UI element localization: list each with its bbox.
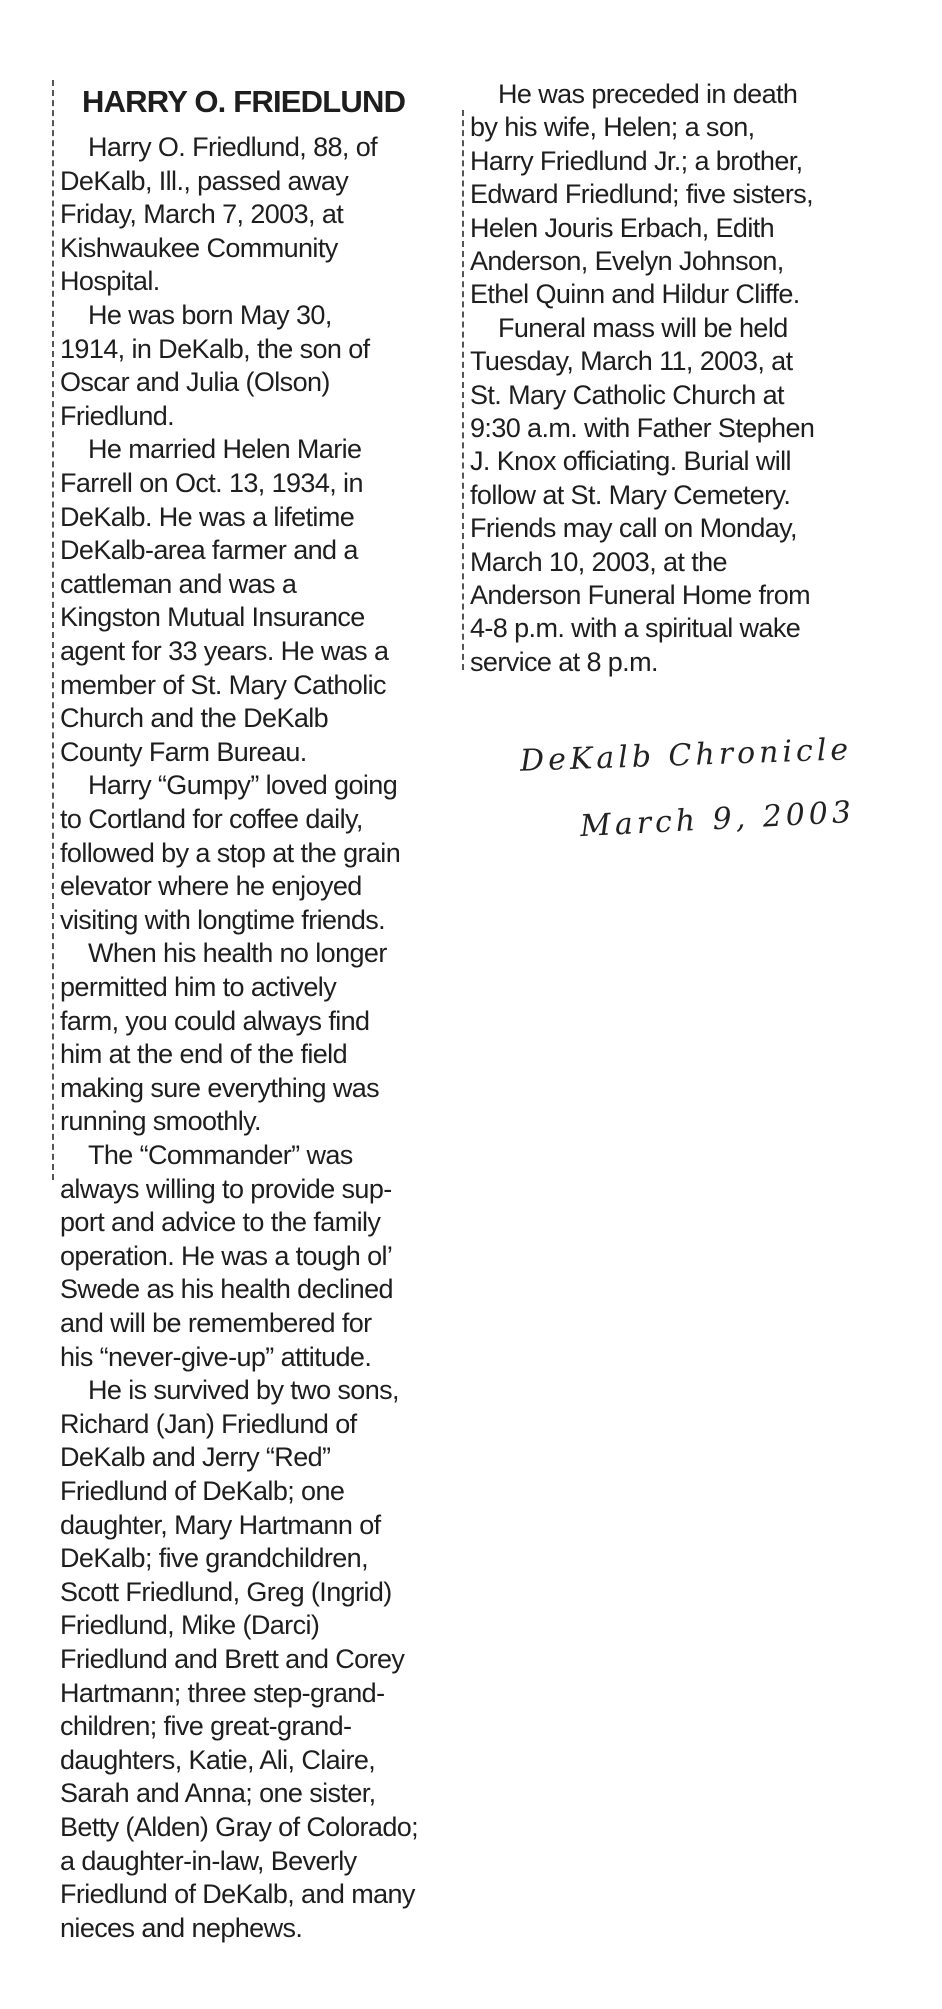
- text-line: Kingston Mutual Insurance: [60, 602, 365, 633]
- text-line: Friday, March 7, 2003, at: [60, 199, 344, 230]
- text-line: service at 8 p.m.: [470, 646, 658, 677]
- text-line: farm, you could always find: [60, 1005, 370, 1036]
- text-line: The “Commander” was: [88, 1140, 353, 1170]
- text-line: elevator where he enjoyed: [60, 871, 362, 902]
- text-line: Ethel Quinn and Hildur Cliffe.: [470, 279, 800, 310]
- text-line: Funeral mass will be held: [498, 312, 788, 343]
- text-line: He is survived by two sons,: [88, 1375, 399, 1406]
- text-line: Hartmann; three step-grand-: [60, 1677, 385, 1708]
- text-line: Friedlund of DeKalb; one: [60, 1476, 345, 1506]
- text-line: Anderson, Evelyn Johnson,: [470, 246, 784, 276]
- text-line: Sarah and Anna; one sister,: [60, 1778, 376, 1809]
- text-line: DeKalb, Ill., passed away: [60, 165, 349, 196]
- handwritten-source: DeKalb Chronicle: [519, 732, 853, 779]
- text-line: a daughter-in-law, Beverly: [60, 1845, 357, 1876]
- text-line: agent for 33 years. He was a: [60, 636, 389, 666]
- text-line: visiting with longtime friends.: [60, 904, 386, 935]
- text-line: member of St. Mary Catholic: [60, 669, 386, 700]
- text-line: DeKalb; five grandchildren,: [60, 1543, 368, 1574]
- text-line: 4-8 p.m. with a spiritual wake: [470, 613, 801, 644]
- right-column: [470, 0, 850, 700]
- text-line: Helen Jouris Erbach, Edith: [470, 212, 775, 243]
- text-line: to Cortland for coffee daily,: [60, 804, 363, 834]
- text-line: running smoothly.: [60, 1106, 261, 1137]
- text-line: Anderson Funeral Home from: [470, 580, 811, 610]
- text-line: DeKalb-area farmer and a: [60, 535, 358, 566]
- text-line: Friedlund and Brett and Corey: [60, 1644, 405, 1674]
- text-line: him at the end of the field: [60, 1039, 347, 1070]
- text-line: Tuesday, March 11, 2003, at: [470, 346, 793, 377]
- text-line: DeKalb. He was a lifetime: [60, 501, 355, 532]
- text-line: He married Helen Marie: [88, 434, 362, 465]
- text-line: 1914, in DeKalb, the son of: [60, 333, 370, 364]
- text-line: Oscar and Julia (Olson): [60, 367, 330, 398]
- text-line: St. Mary Catholic Church at: [470, 379, 784, 410]
- text-line: Friedlund.: [60, 400, 175, 431]
- text-line: DeKalb and Jerry “Red”: [60, 1442, 331, 1473]
- left-column: [60, 0, 440, 2009]
- text-line: cattleman and was a: [60, 568, 297, 599]
- text-line: March 10, 2003, at the: [470, 546, 727, 577]
- text-line: and will be remembered for: [60, 1308, 372, 1338]
- text-line: nieces and nephews.: [60, 1912, 303, 1943]
- text-line: He was born May 30,: [88, 300, 332, 330]
- text-line: permitted him to actively: [60, 972, 337, 1002]
- text-line: his “never-give-up” attitude.: [60, 1341, 372, 1372]
- text-line: Richard (Jan) Friedlund of: [60, 1408, 357, 1439]
- text-line: Edward Friedlund; five sisters,: [470, 179, 814, 210]
- text-line: Betty (Alden) Gray of Colorado;: [60, 1812, 419, 1842]
- text-line: always willing to provide sup-: [60, 1173, 392, 1204]
- text-line: He was preceded in death: [498, 79, 798, 109]
- text-line: follow at St. Mary Cemetery.: [470, 479, 791, 510]
- text-line: Friedlund, Mike (Darci): [60, 1610, 320, 1641]
- text-line: Church and the DeKalb: [60, 703, 329, 734]
- text-line: Harry “Gumpy” loved going: [88, 770, 398, 801]
- text-line: When his health no longer: [88, 938, 387, 969]
- text-line: port and advice to the family: [60, 1207, 381, 1238]
- text-line: Harry Friedlund Jr.; a brother,: [470, 145, 803, 176]
- text-line: Farrell on Oct. 13, 1934, in: [60, 468, 363, 498]
- text-line: followed by a stop at the grain: [60, 837, 401, 868]
- text-line: children; five great-grand-: [60, 1711, 352, 1742]
- text-line: Friends may call on Monday,: [470, 513, 797, 544]
- text-line: 9:30 a.m. with Father Stephen: [470, 413, 815, 443]
- text-line: Hospital.: [60, 266, 160, 297]
- text-line: by his wife, Helen; a son,: [470, 112, 755, 143]
- text-line: daughters, Katie, Ali, Claire,: [60, 1744, 376, 1775]
- obituary-headline: HARRY O. FRIEDLUND: [82, 84, 406, 119]
- left-column-rule: [52, 80, 54, 1180]
- text-line: Harry O. Friedlund, 88, of: [88, 132, 378, 162]
- right-column-rule: [462, 110, 464, 670]
- text-line: Scott Friedlund, Greg (Ingrid): [60, 1576, 392, 1607]
- text-line: County Farm Bureau.: [60, 736, 307, 767]
- text-line: J. Knox officiating. Burial will: [470, 446, 791, 477]
- text-line: operation. He was a tough ol’: [60, 1240, 393, 1271]
- text-line: Swede as his health declined: [60, 1274, 393, 1305]
- text-line: making sure everything was: [60, 1072, 380, 1103]
- handwritten-date: March 9, 2003: [579, 794, 856, 845]
- text-line: daughter, Mary Hartmann of: [60, 1509, 381, 1540]
- text-line: Friedlund of DeKalb, and many: [60, 1879, 415, 1910]
- text-line: Kishwaukee Community: [60, 232, 338, 263]
